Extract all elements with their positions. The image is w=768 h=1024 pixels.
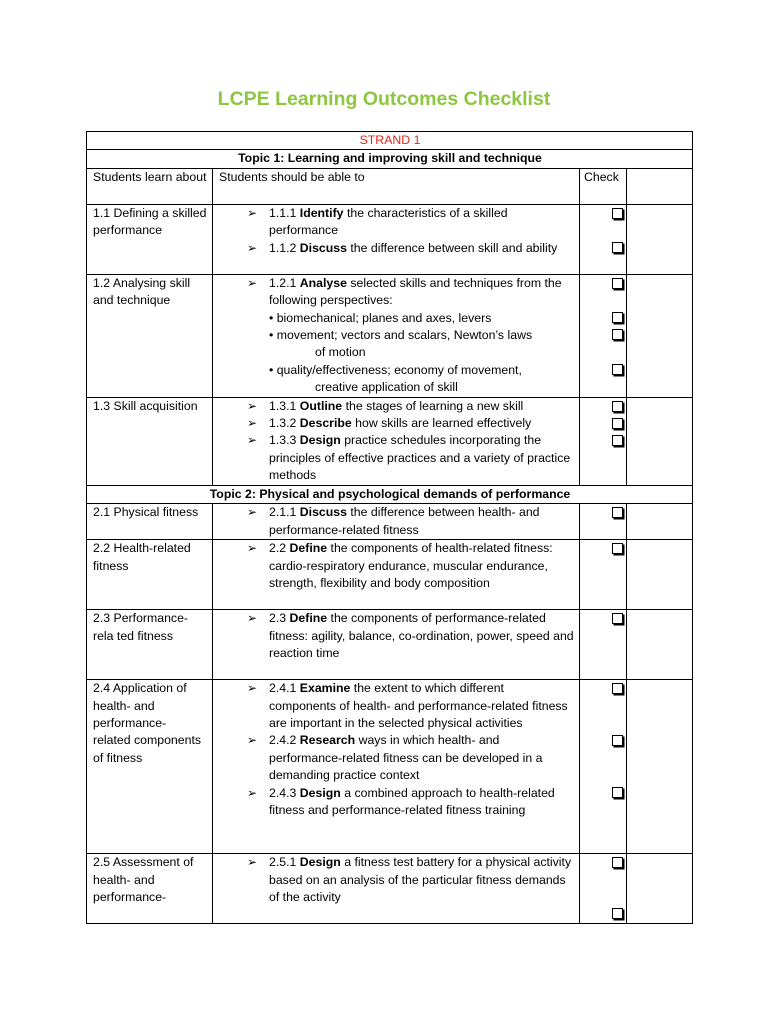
header-check: Check bbox=[580, 168, 627, 204]
check-cell bbox=[580, 610, 627, 680]
outcome-cell bbox=[213, 204, 580, 274]
sub-bullet: • biomechanical; planes and axes, levers bbox=[269, 310, 492, 325]
header-empty bbox=[627, 168, 693, 204]
empty-cell bbox=[627, 204, 693, 274]
topic-1-heading: Topic 1: Learning and improving skill and technique bbox=[87, 150, 693, 168]
empty-cell bbox=[627, 610, 693, 680]
outcome-cell bbox=[213, 540, 580, 610]
strand-row bbox=[87, 132, 693, 150]
learn-cell: 2.2 Health-related fitness bbox=[87, 540, 213, 610]
outcome-cell bbox=[213, 680, 580, 854]
arrow-bullet-icon: ➢ bbox=[247, 681, 258, 696]
outcome-item: ➢ 1.3.3 Design practice schedules incorporating the principles of effective practices and a variety of practice methods bbox=[247, 433, 571, 483]
header-able-to: Students should be able to bbox=[213, 168, 580, 204]
arrow-bullet-icon: ➢ bbox=[247, 785, 258, 800]
learn-cell: 1.3 Skill acquisition bbox=[87, 397, 213, 485]
arrow-bullet-icon: ➢ bbox=[247, 240, 258, 255]
checkbox-icon[interactable] bbox=[612, 401, 623, 412]
outcome-cell bbox=[213, 854, 580, 924]
arrow-bullet-icon: ➢ bbox=[247, 205, 258, 220]
check-cell bbox=[580, 397, 627, 485]
learn-cell: 2.1 Physical fitness bbox=[87, 504, 213, 540]
arrow-bullet-icon: ➢ bbox=[247, 855, 258, 870]
page-title: LCPE Learning Outcomes Checklist bbox=[217, 88, 551, 110]
arrow-bullet-icon: ➢ bbox=[247, 275, 258, 290]
table-row bbox=[87, 540, 693, 610]
checkbox-icon[interactable] bbox=[612, 683, 623, 694]
arrow-bullet-icon: ➢ bbox=[247, 433, 258, 448]
outcome-cell bbox=[213, 274, 580, 397]
checkbox-icon[interactable] bbox=[612, 507, 623, 518]
sub-bullet: • quality/effectiveness; economy of movement, creative application of skill bbox=[269, 362, 522, 395]
checkbox-icon[interactable] bbox=[612, 418, 623, 429]
table-row bbox=[87, 854, 693, 924]
check-cell bbox=[580, 680, 627, 854]
empty-cell bbox=[627, 540, 693, 610]
arrow-bullet-icon: ➢ bbox=[247, 733, 258, 748]
check-cell bbox=[580, 274, 627, 397]
learning-outcomes-table bbox=[86, 131, 693, 924]
learn-cell: 2.3 Performance-rela ted fitness bbox=[87, 610, 213, 680]
checkbox-icon[interactable] bbox=[612, 364, 623, 375]
checkbox-icon[interactable] bbox=[612, 735, 623, 746]
checkbox-icon[interactable] bbox=[612, 312, 623, 323]
outcome-item: ➢ 1.1.2 Discuss the difference between skill and ability bbox=[219, 240, 574, 257]
outcome-item: ➢ 2.4.3 Design a combined approach to health-related fitness and performance-related fitness training bbox=[247, 785, 555, 817]
header-row bbox=[87, 168, 693, 204]
checkbox-icon[interactable] bbox=[612, 208, 623, 219]
outcome-item: ➢ 2.4.1 Examine the extent to which different components of health- and performance-related fitness are important in the selected physical activities bbox=[247, 681, 568, 730]
outcome-item: ➢ 1.1.1 Identify the characteristics of a skilled performance bbox=[247, 205, 508, 238]
learn-cell: 2.5 Assessment of health- and performance- bbox=[87, 854, 213, 924]
table-row bbox=[87, 610, 693, 680]
checkbox-icon[interactable] bbox=[612, 787, 623, 798]
checkbox-icon[interactable] bbox=[612, 435, 623, 446]
outcome-item: ➢ 1.3.1 Outline the stages of learning a new skill bbox=[219, 398, 574, 415]
arrow-bullet-icon: ➢ bbox=[247, 541, 258, 556]
sub-bullet: • movement; vectors and scalars, Newton’s laws of motion bbox=[269, 328, 533, 360]
table-row bbox=[87, 397, 693, 485]
arrow-bullet-icon: ➢ bbox=[247, 505, 258, 520]
arrow-bullet-icon: ➢ bbox=[247, 398, 258, 413]
header-learn-about: Students learn about bbox=[87, 168, 213, 204]
arrow-bullet-icon: ➢ bbox=[247, 611, 258, 626]
checkbox-icon[interactable] bbox=[612, 278, 623, 289]
topic-row bbox=[87, 150, 693, 168]
check-cell bbox=[580, 504, 627, 540]
arrow-bullet-icon: ➢ bbox=[247, 416, 258, 431]
empty-cell bbox=[627, 504, 693, 540]
table-row bbox=[87, 274, 693, 397]
empty-cell bbox=[627, 680, 693, 854]
outcome-cell bbox=[213, 397, 580, 485]
topic-row bbox=[87, 485, 693, 503]
check-cell bbox=[580, 540, 627, 610]
outcome-cell bbox=[213, 610, 580, 680]
empty-cell bbox=[627, 397, 693, 485]
learn-cell: 2.4 Application of health- and performance- related components of fitness bbox=[87, 680, 213, 854]
checkbox-icon[interactable] bbox=[612, 543, 623, 554]
outcome-item: ➢ 2.4.2 Research ways in which health- and performance-related fitness can be developed in a demanding practice context bbox=[247, 733, 543, 783]
check-cell bbox=[580, 204, 627, 274]
learn-cell: 1.1 Defining a skilled performance bbox=[87, 204, 213, 274]
outcome-item: ➢ 1.3.2 Describe how skills are learned effectively bbox=[219, 415, 574, 432]
outcome-item: ➢ 2.1.1 Discuss the difference between health- and performance-related fitness bbox=[247, 505, 540, 537]
topic-2-heading: Topic 2: Physical and psychological demands of performance bbox=[87, 485, 693, 503]
checkbox-icon[interactable] bbox=[612, 857, 623, 868]
check-cell bbox=[580, 854, 627, 924]
outcome-item: ➢ 2.3 Define the components of performance-related fitness: agility, balance, co-ordination, power, speed and reaction time bbox=[247, 611, 574, 660]
empty-cell bbox=[627, 854, 693, 924]
table-row bbox=[87, 504, 693, 540]
checkbox-icon[interactable] bbox=[612, 613, 623, 624]
learn-cell: 1.2 Analysing skill and technique bbox=[87, 274, 213, 397]
outcome-cell bbox=[213, 504, 580, 540]
empty-cell bbox=[627, 274, 693, 397]
table-row bbox=[87, 204, 693, 274]
checkbox-icon[interactable] bbox=[612, 242, 623, 253]
table-row bbox=[87, 680, 693, 854]
checkbox-icon[interactable] bbox=[612, 329, 623, 340]
outcome-item: ➢ 2.2 Define the components of health-related fitness: cardio-respiratory endurance, muscular endurance, strength, flexibility and body composition bbox=[247, 541, 553, 590]
strand-label: STRAND 1 bbox=[87, 132, 693, 150]
checkbox-icon[interactable] bbox=[612, 908, 623, 919]
outcome-item: ➢ 2.5.1 Design a fitness test battery for a physical activity based on an analysis of the particular fitness demands of the activity bbox=[247, 855, 572, 904]
outcome-item: ➢ 1.2.1 Analyse selected skills and techniques from the following perspectives: bbox=[247, 275, 562, 308]
